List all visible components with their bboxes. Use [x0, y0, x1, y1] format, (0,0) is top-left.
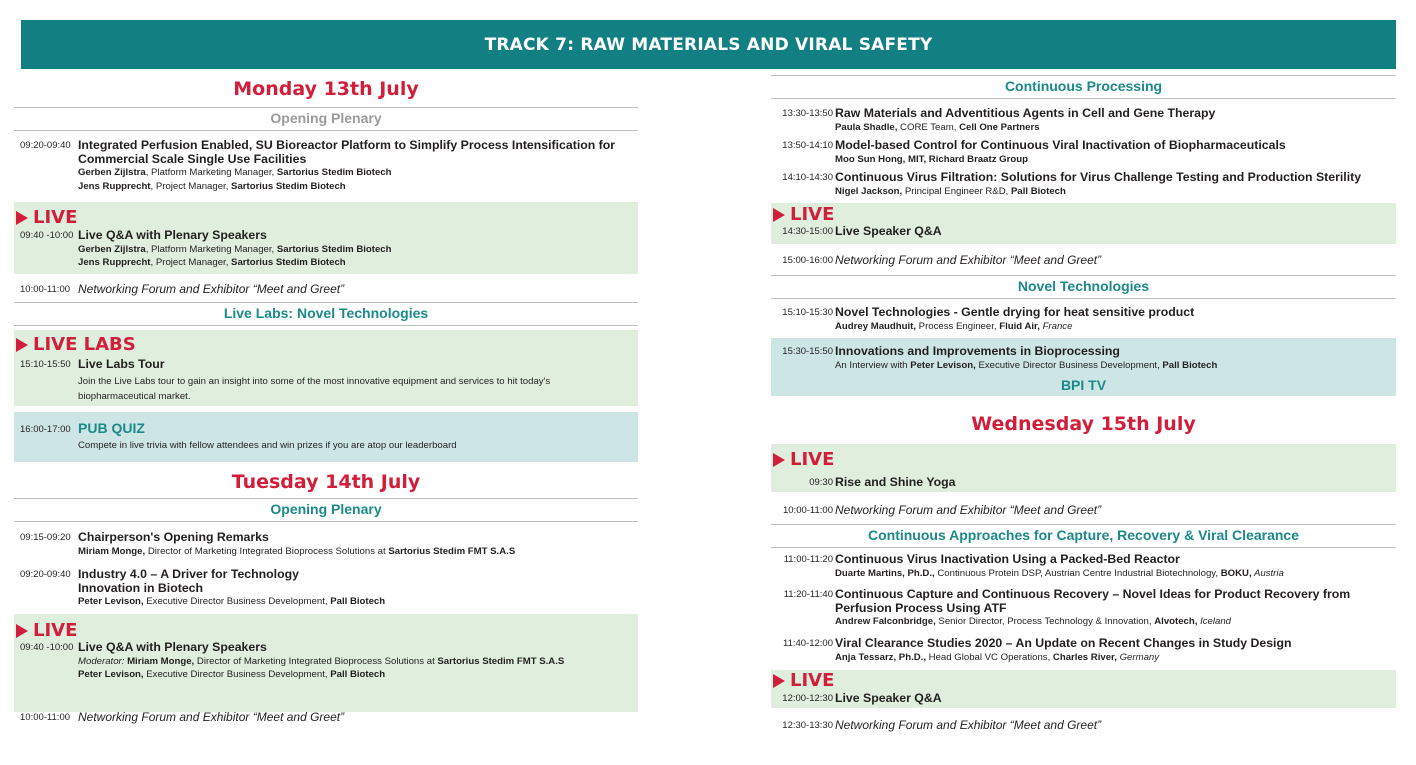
session-time: 13:30-13:50 — [782, 108, 833, 119]
speaker-line: Gerben Zijlstra, Platform Marketing Manager, Sartorius Stedim Biotech — [78, 167, 392, 178]
live-label: LIVE — [16, 208, 77, 228]
session-title: Live Q&A with Plenary Speakers — [78, 640, 267, 654]
session-title: Live Labs Tour — [78, 357, 165, 371]
live-label: LIVE — [773, 205, 834, 225]
session-title: Networking Forum and Exhibitor “Meet and Greet” — [835, 253, 1102, 267]
session-time: 15:30-15:50 — [782, 346, 833, 357]
speaker-line: Peter Levison, Executive Director Business Development, Pall Biotech — [78, 596, 386, 607]
live-label: LIVE — [773, 671, 834, 691]
speaker-line: An Interview with Peter Levison, Executive Director Business Development, Pall Biotech — [835, 359, 1218, 371]
session-time: 12:00-12:30 — [782, 693, 833, 704]
live-label: LIVE — [16, 621, 77, 641]
speaker-line: Moo Sun Hong, MIT, Richard Braatz Group — [835, 153, 1028, 165]
session-title: Raw Materials and Adventitious Agents in Cell and Gene Therapy — [835, 106, 1216, 120]
session-time: 15:10-15:50 — [20, 359, 71, 370]
right-column — [771, 72, 1396, 742]
speaker-line: Audrey Maudhuit, Process Engineer, Fluid Air, France — [835, 320, 1073, 332]
session-title: Industry 4.0 – A Driver for Technology Innovation in Biotech — [78, 567, 299, 595]
session-time: 09:40 -10:00 — [20, 642, 74, 653]
section-opening-plenary: Opening Plenary — [14, 498, 638, 522]
session-title: Innovations and Improvements in Bioprocessing — [835, 344, 1120, 358]
session-title: Rise and Shine Yoga — [835, 475, 956, 489]
session-time: 09:40 -10:00 — [20, 230, 74, 241]
session-title: Continuous Capture and Continuous Recovery – Novel Ideas for Product Recovery from Perfusion Process Using ATF — [835, 587, 1351, 615]
section-novel-technologies: Novel Technologies — [771, 275, 1396, 299]
live-labs-label: LIVE LABS — [16, 335, 136, 355]
track-banner: TRACK 7: RAW MATERIALS AND VIRAL SAFETY — [21, 20, 1396, 69]
session-time: 10:00-11:00 — [20, 284, 71, 295]
speaker-line: Moderator: Miriam Monge, Director of Marketing Integrated Bioprocess Solutions at Sartorius Stedim FMT S.A.S — [78, 655, 565, 667]
session-time: 09:30 — [809, 477, 833, 488]
live-block — [14, 614, 638, 712]
speaker-line: Andrew Falconbridge, Senior Director, Process Technology & Innovation, Alvotech, Iceland — [835, 616, 1232, 627]
session-time: 09:20-09:40 — [20, 569, 71, 580]
session-time: 09:20-09:40 — [20, 140, 71, 151]
session-title: Networking Forum and Exhibitor “Meet and Greet” — [78, 282, 345, 296]
day-heading-tuesday: Tuesday 14th July — [231, 471, 421, 493]
session-time: 16:00-17:00 — [20, 424, 71, 435]
speaker-line: Peter Levison, Executive Director Business Development, Pall Biotech — [78, 669, 386, 680]
session-title: Networking Forum and Exhibitor “Meet and Greet” — [835, 503, 1102, 517]
session-time: 11:00-11:20 — [783, 554, 833, 565]
session-title: Networking Forum and Exhibitor “Meet and Greet” — [835, 718, 1102, 732]
speaker-line: Miriam Monge, Director of Marketing Integrated Bioprocess Solutions at Sartorius Stedim FMT S.A.S — [78, 545, 516, 557]
session-title: Model-based Control for Continuous Viral Inactivation of Biopharmaceuticals — [835, 138, 1286, 152]
bpi-tv-label: BPI TV — [1060, 377, 1107, 393]
pub-quiz-block — [14, 412, 638, 462]
session-description: Compete in live trivia with fellow attendees and win prizes if you are atop our leaderboard — [78, 440, 457, 451]
live-block — [14, 202, 638, 274]
session-time: 11:20-11:40 — [783, 589, 833, 600]
left-column — [14, 72, 638, 732]
session-title: Live Q&A with Plenary Speakers — [78, 228, 267, 242]
session-description: Join the Live Labs tour to gain an insight into some of the most innovative equipment and services to hit today's biopharmaceutical market. — [78, 375, 551, 402]
session-time: 13:50-14:10 — [782, 140, 833, 151]
session-time: 10:00-11:00 — [782, 505, 833, 516]
section-opening-plenary: Opening Plenary — [14, 107, 638, 131]
play-icon — [16, 624, 28, 638]
speaker-line: Jens Rupprecht, Project Manager, Sartorius Stedim Biotech — [78, 257, 346, 268]
session-title: Viral Clearance Studies 2020 – An Update on Recent Changes in Study Design — [835, 636, 1292, 650]
day-heading-monday: Monday 13th July — [233, 78, 419, 100]
live-block — [771, 670, 1396, 708]
session-time: 14:10-14:30 — [782, 172, 833, 183]
section-continuous-approaches: Continuous Approaches for Capture, Recovery & Viral Clearance — [771, 524, 1396, 548]
session-title: Novel Technologies - Gentle drying for heat sensitive product — [835, 305, 1195, 319]
play-icon — [773, 674, 785, 688]
speaker-line: Jens Rupprecht, Project Manager, Sartorius Stedim Biotech — [78, 180, 346, 192]
live-label: LIVE — [773, 450, 834, 470]
live-labs-block — [14, 330, 638, 406]
session-time: 15:00-16:00 — [782, 255, 833, 266]
speaker-line: Duarte Martins, Ph.D., Continuous Protein DSP, Austrian Centre Industrial Biotechnology, BOKU, Austria — [835, 567, 1284, 579]
day-heading-wednesday: Wednesday 15th July — [971, 413, 1196, 435]
session-title: Live Speaker Q&A — [835, 691, 942, 705]
session-title: Continuous Virus Inactivation Using a Packed-Bed Reactor — [835, 552, 1180, 566]
session-time: 14:30-15:00 — [782, 226, 833, 237]
session-time: 15:10-15:30 — [782, 307, 833, 318]
speaker-line: Nigel Jackson, Principal Engineer R&D, Pall Biotech — [835, 185, 1066, 197]
session-title: Live Speaker Q&A — [835, 224, 942, 238]
play-icon — [16, 338, 28, 352]
session-time: 12:30-13:30 — [782, 720, 833, 731]
session-title: Networking Forum and Exhibitor “Meet and Greet” — [78, 710, 345, 724]
session-title: Integrated Perfusion Enabled, SU Bioreactor Platform to Simplify Process Intensification for Commercial Scale Single Use Facilities — [78, 138, 616, 166]
play-icon — [773, 208, 785, 222]
session-row — [14, 139, 638, 199]
speaker-line: Paula Shadle, CORE Team, Cell One Partners — [835, 121, 1040, 133]
speaker-line: Gerben Zijlstra, Platform Marketing Manager, Sartorius Stedim Biotech — [78, 243, 392, 255]
session-time: 09:15-09:20 — [20, 532, 71, 543]
speaker-line: Anja Tessarz, Ph.D., Head Global VC Operations, Charles River, Germany — [835, 651, 1160, 663]
play-icon — [773, 453, 785, 467]
live-block — [771, 203, 1396, 244]
live-block — [771, 444, 1396, 492]
session-time: 10:00-11:00 — [20, 712, 71, 723]
session-title: PUB QUIZ — [78, 420, 145, 436]
section-continuous-processing: Continuous Processing — [771, 75, 1396, 99]
session-time: 11:40-12:00 — [782, 638, 833, 649]
bpi-tv-block — [771, 338, 1396, 396]
section-live-labs: Live Labs: Novel Technologies — [14, 302, 638, 326]
session-title: Continuous Virus Filtration: Solutions for Virus Challenge Testing and Production Sterility — [835, 170, 1362, 184]
session-title: Chairperson's Opening Remarks — [78, 530, 269, 544]
play-icon — [16, 211, 28, 225]
